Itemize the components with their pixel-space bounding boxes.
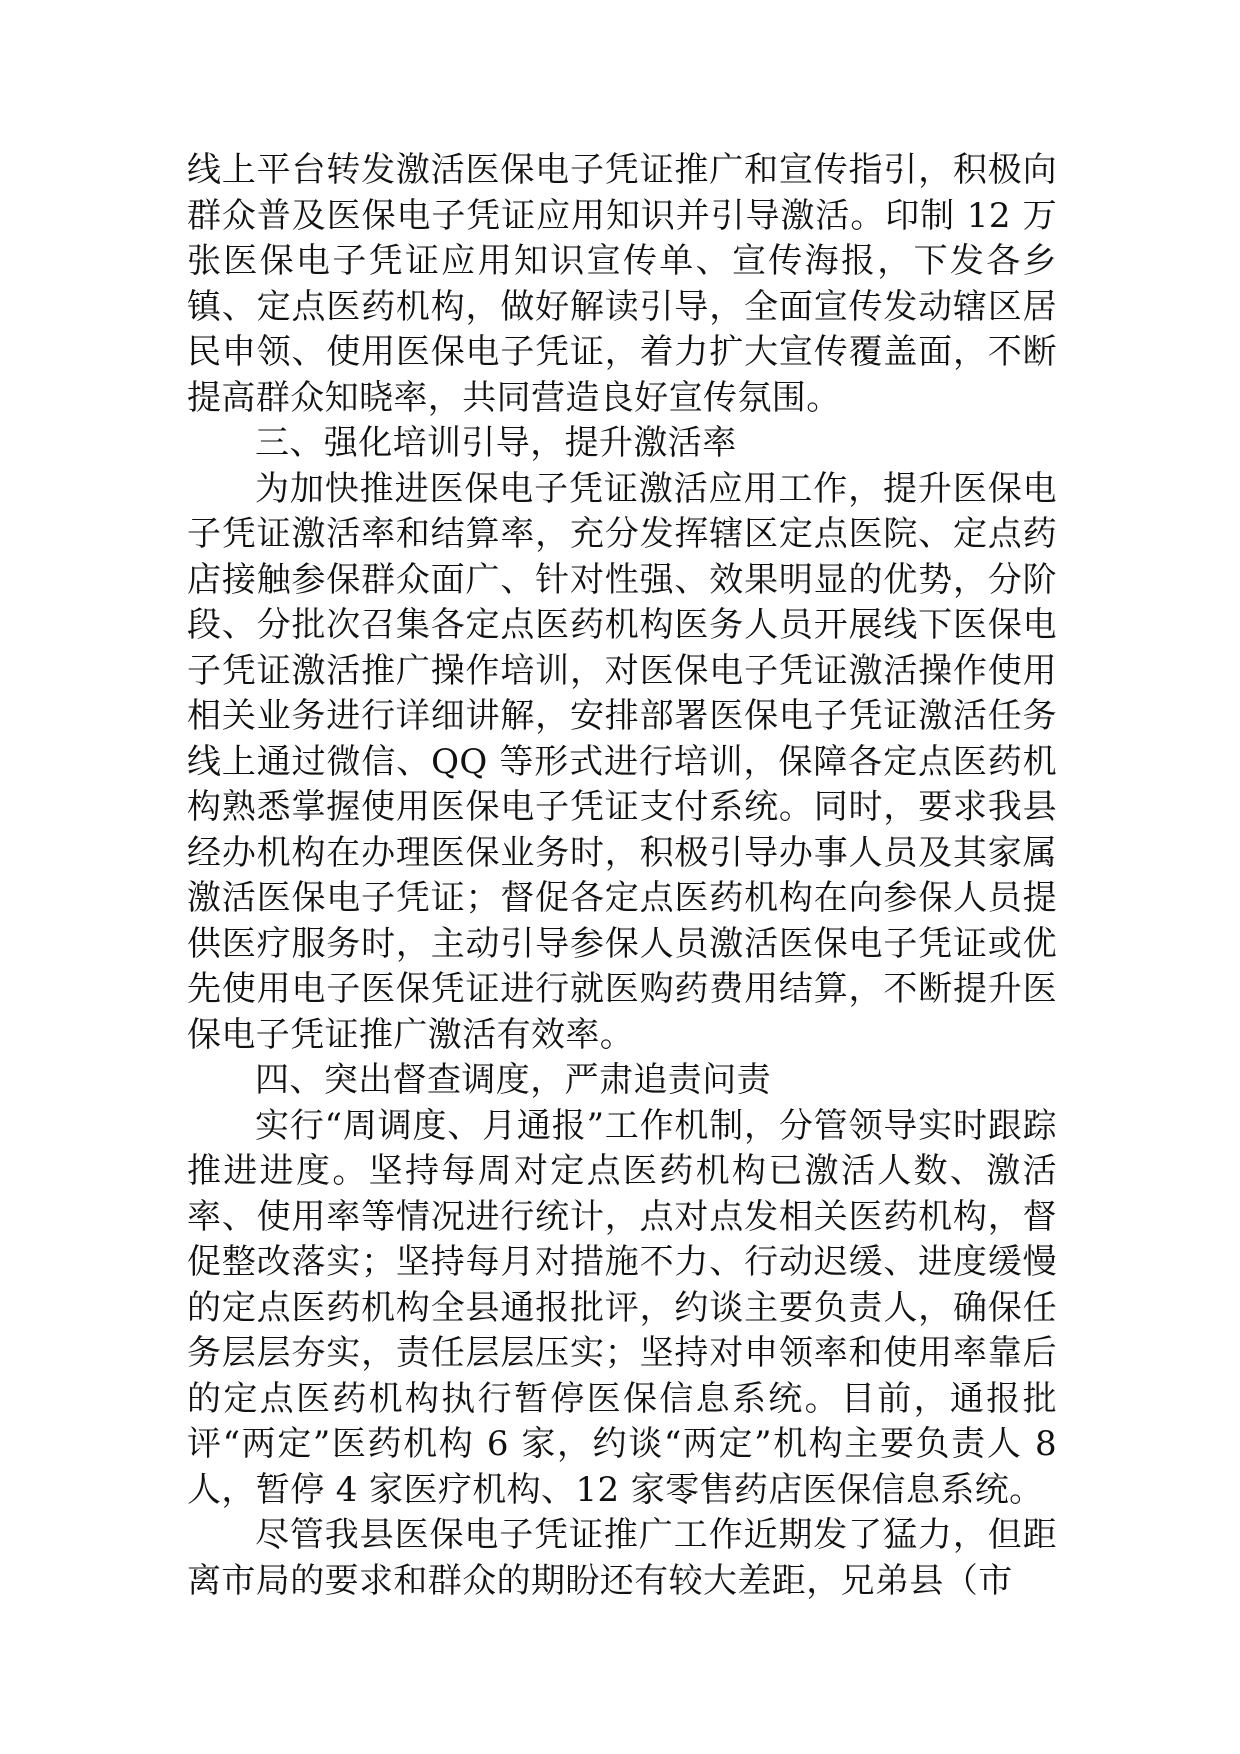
- section-heading-supervision: 四、突出督查调度，严肃追责问责: [255, 1060, 771, 1100]
- paragraph-gap-analysis: 尽管我县医保电子凭证推广工作近期发了猛力，但距离市局的要求和群众的期盼还有较大差距，兄弟县（市: [187, 1515, 1057, 1601]
- paragraph-publicity-continuation: 线上平台转发激活医保电子凭证推广和宣传指引，积极向群众普及医保电子凭证应用知识并引导激活。印制 12 万张医保电子凭证应用知识宣传单、宣传海报，下发各乡镇、定点医药机构，做好解读引导，全面宣传发动辖区居民申领、使用医保电子凭证，着力扩大宣传覆盖面，不断提高群众知晓率，共同营造良好宣传氛围。: [187, 150, 1057, 418]
- paragraph-training: 为加快推进医保电子凭证激活应用工作，提升医保电子凭证激活率和结算率，充分发挥辖区定点医院、定点药店接触参保群众面广、针对性强、效果明显的优势，分阶段、分批次召集各定点医药机构医务人员开展线下医保电子凭证激活推广操作培训，对医保电子凭证激活操作使用相关业务进行详细讲解，安排部署医保电子凭证激活任务线上通过微信、QQ 等形式进行培训，保障各定点医药机构熟悉掌握使用医保电子凭证支付系统。同时，要求我县经办机构在办理医保业务时，积极引导办事人员及其家属激活医保电子凭证；督促各定点医药机构在向参保人员提供医疗服务时，主动引导参保人员激活医保电子凭证或优先使用电子医保凭证进行就医购药费用结算，不断提升医保电子凭证推广激活有效率。: [187, 468, 1057, 1055]
- paragraph-supervision: 实行“周调度、月通报”工作机制，分管领导实时跟踪推进进度。坚持每周对定点医药机构已激活人数、激活率、使用率等情况进行统计，点对点发相关医药机构，督促整改落实；坚持每月对措施不力、行动迟缓、进度缓慢的定点医药机构全县通报批评，约谈主要负责人，确保任务层层夯实，责任层层压实；坚持对申领率和使用率靠后的定点医药机构执行暂停医保信息系统。目前，通报批评“两定”医药机构 6 家，约谈“两定”机构主要负责人 8 人，暂停 4 家医疗机构、12 家零售药店医保信息系统。: [187, 1105, 1057, 1510]
- section-heading-training: 三、强化培训引导，提升激活率: [255, 423, 737, 463]
- document-body: [187, 148, 1057, 1604]
